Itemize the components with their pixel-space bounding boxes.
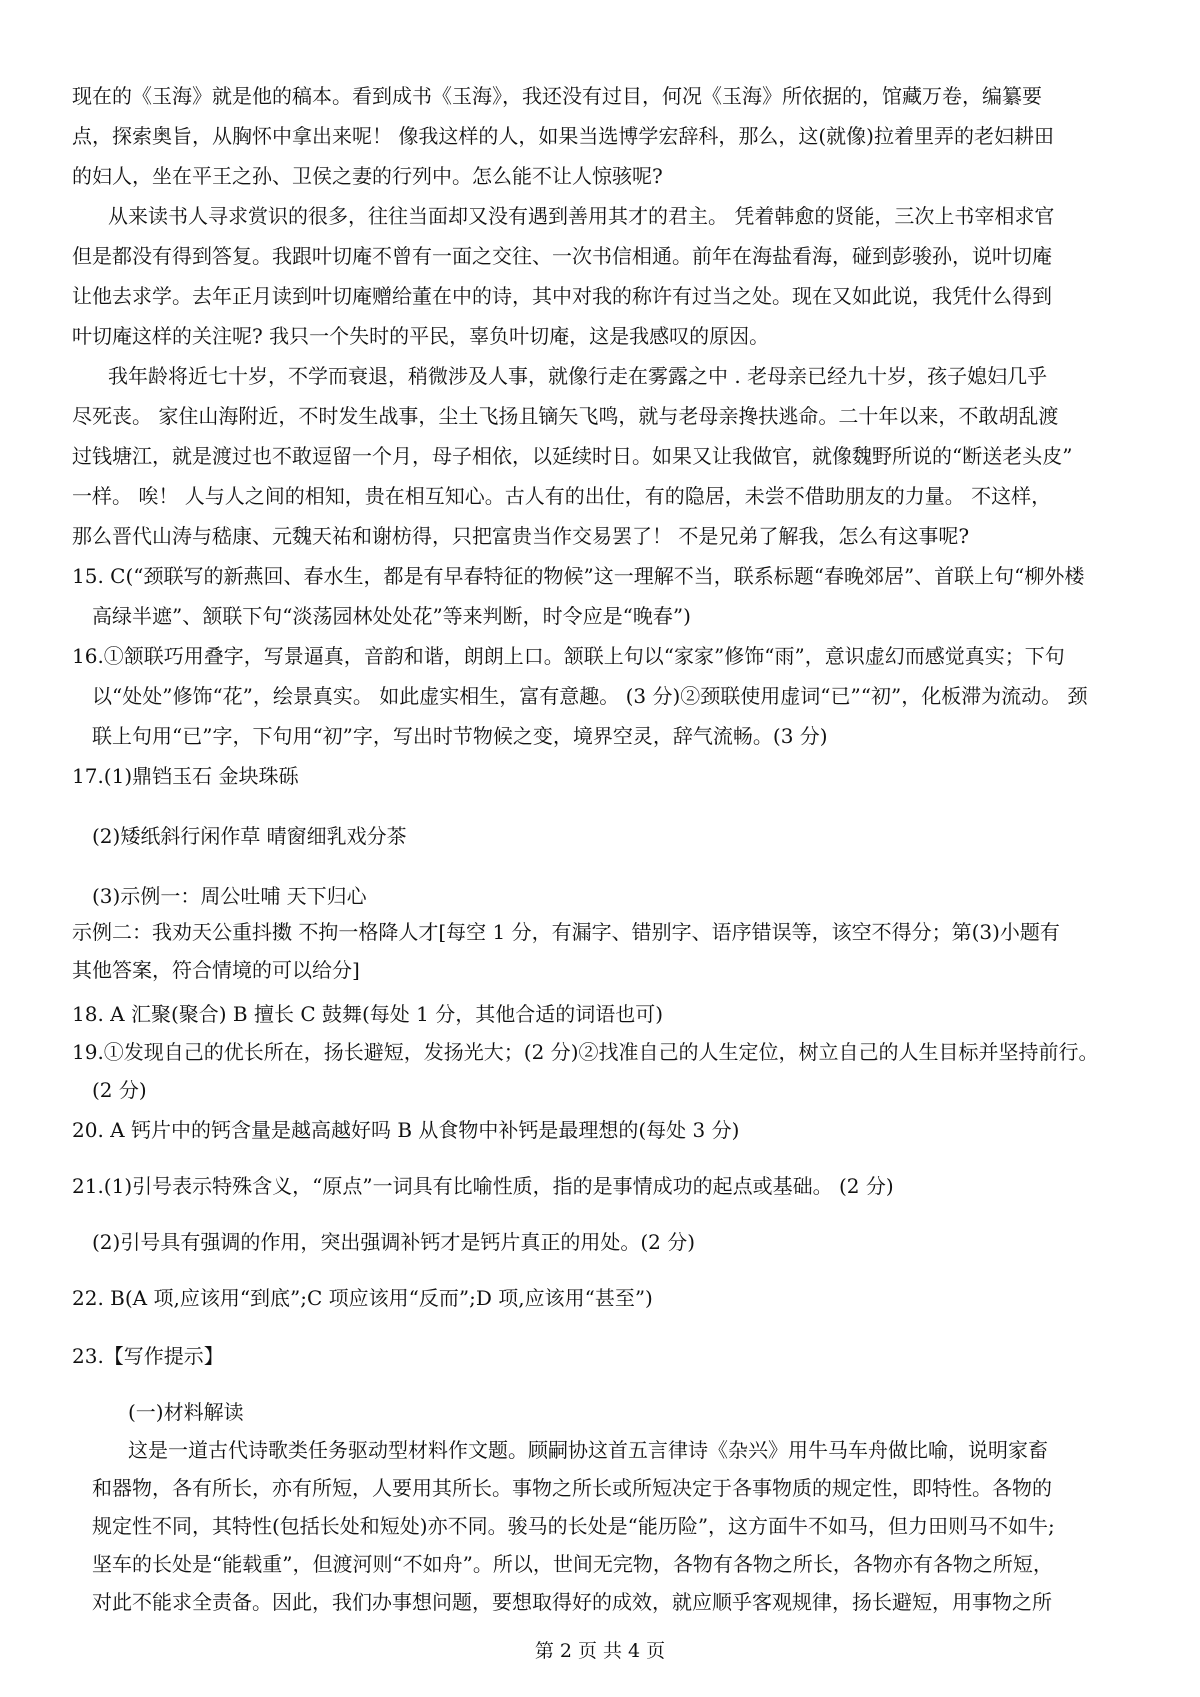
text-line: 17.(1)鼎铛玉石 金块珠砾 xyxy=(72,764,299,788)
text-line: (2)矮纸斜行闲作草 晴窗细乳戏分茶 xyxy=(92,824,407,848)
text-line: (3)示例一：周公吐哺 天下归心 xyxy=(92,884,367,908)
page-number: 第 2 页 共 4 页 xyxy=(534,1640,666,1662)
text-line: (2 分) xyxy=(92,1078,147,1102)
text-line: 我年龄将近七十岁，不学而衰退，稍微涉及人事，就像行走在雾露之中 . 老母亲已经九十岁，孩子媳妇几乎 xyxy=(108,364,1048,388)
text-line: 22. B(A 项,应该用“到底”;C 项应该用“反而”;D 项,应该用“甚至”) xyxy=(72,1286,653,1310)
text-line: 过钱塘江，就是渡过也不敢逗留一个月，母子相依，以延续时日。如果又让我做官，就像魏野所说的“断送老头皮” xyxy=(72,444,1073,468)
text-line: 但是都没有得到答复。我跟叶切庵不曾有一面之交往、一次书信相通。前年在海盐看海，碰到彭骏孙，说叶切庵 xyxy=(72,244,1052,268)
text-line: 15. C(“颈联写的新燕回、春水生，都是有早春特征的物候”这一理解不当，联系标题“春晚郊居”、首联上句“柳外楼 xyxy=(72,564,1085,588)
text-line: 联上句用“已”字，下句用“初”字，写出时节物候之变，境界空灵，辞气流畅。(3 分) xyxy=(92,724,828,748)
text-line: 18. A 汇聚(聚合) B 擅长 C 鼓舞(每处 1 分，其他合适的词语也可) xyxy=(72,1002,664,1026)
text-line: 从来读书人寻求赏识的很多，往往当面却又没有遇到善用其才的君主。 凭着韩愈的贤能，三次上书宰相求官 xyxy=(108,204,1055,228)
text-line: 对此不能求全责备。因此，我们办事想问题，要想取得好的成效，就应顺乎客观规律，扬长避短，用事物之所 xyxy=(92,1590,1052,1614)
text-line: 坚车的长处是“能载重”，但渡河则“不如舟”。所以，世间无完物，各物有各物之所长，各物亦有各物之所短， xyxy=(92,1552,1053,1576)
text-line: (一)材料解读 xyxy=(128,1400,244,1424)
text-line: 20. A 钙片中的钙含量是越高越好吗 B 从食物中补钙是最理想的(每处 3 分) xyxy=(72,1118,740,1142)
text-line: 点，探索奥旨，从胸怀中拿出来呢！ 像我这样的人，如果当选博学宏辞科，那么，这(就像)拉着里弄的老妇耕田 xyxy=(72,124,1054,148)
text-line: 现在的《玉海》就是他的稿本。看到成书《玉海》，我还没有过目，何况《玉海》所依据的，馆藏万卷，编纂要 xyxy=(72,84,1042,108)
text-line: 21.(1)引号表示特殊含义，“原点”一词具有比喻性质，指的是事情成功的起点或基础。 (2 分) xyxy=(72,1174,894,1198)
text-line: 以“处处”修饰“花”，绘景真实。 如此虚实相生，富有意趣。 (3 分)②颈联使用虚词“已”“初”，化板滞为流动。 颈 xyxy=(92,684,1088,708)
text-line: (2)引号具有强调的作用，突出强调补钙才是钙片真正的用处。(2 分) xyxy=(92,1230,696,1254)
text-line: 16.①颔联巧用叠字，写景逼真，音韵和谐，朗朗上口。颔联上句以“家家”修饰“雨”，意识虚幻而感觉真实；下句 xyxy=(72,644,1065,668)
text-line: 一样。 唉！ 人与人之间的相知，贵在相互知心。古人有的出仕，有的隐居，未尝不借助朋友的力量。 不这样， xyxy=(72,484,1052,508)
text-line: 的妇人，坐在平王之孙、卫侯之妻的行列中。怎么能不让人惊骇呢? xyxy=(72,164,663,188)
text-line: 让他去求学。去年正月读到叶切庵赠给董在中的诗，其中对我的称许有过当之处。现在又如此说，我凭什么得到 xyxy=(72,284,1052,308)
text-line: 23.【写作提示】 xyxy=(72,1344,224,1368)
text-line: 示例二：我劝天公重抖擞 不拘一格降人才[每空 1 分，有漏字、错别字、语序错误等，该空不得分；第(3)小题有 xyxy=(72,920,1060,944)
text-line: 高绿半遮”、颔联下句“淡荡园林处处花”等来判断，时令应是“晚春”) xyxy=(92,604,691,628)
text-line: 19.①发现自己的优长所在，扬长避短，发扬光大；(2 分)②找准自己的人生定位，树立自己的人生目标并坚持前行。 xyxy=(72,1040,1099,1064)
text-line: 规定性不同，其特性(包括长处和短处)亦不同。骏马的长处是“能历险”，这方面牛不如马，但力田则马不如牛; xyxy=(92,1514,1055,1538)
text-line: 叶切庵这样的关注呢? 我只一个失时的平民，辜负叶切庵，这是我感叹的原因。 xyxy=(72,324,770,348)
text-line: 这是一道古代诗歌类任务驱动型材料作文题。顾嗣协这首五言律诗《杂兴》用牛马车舟做比喻，说明家畜 xyxy=(128,1438,1048,1462)
text-line: 那么晋代山涛与嵇康、元魏天祐和谢枋得，只把富贵当作交易罢了！ 不是兄弟了解我，怎么有这事呢? xyxy=(72,524,970,548)
text-line: 和器物，各有所长，亦有所短，人要用其所长。事物之所长或所短决定于各事物质的规定性，即特性。各物的 xyxy=(92,1476,1052,1500)
text-line: 尽死丧。 家住山海附近，不时发生战事，尘土飞扬且镝矢飞鸣，就与老母亲搀扶逃命。二十年以来，不敢胡乱渡 xyxy=(72,404,1059,428)
text-line: 其他答案，符合情境的可以给分] xyxy=(72,958,360,982)
